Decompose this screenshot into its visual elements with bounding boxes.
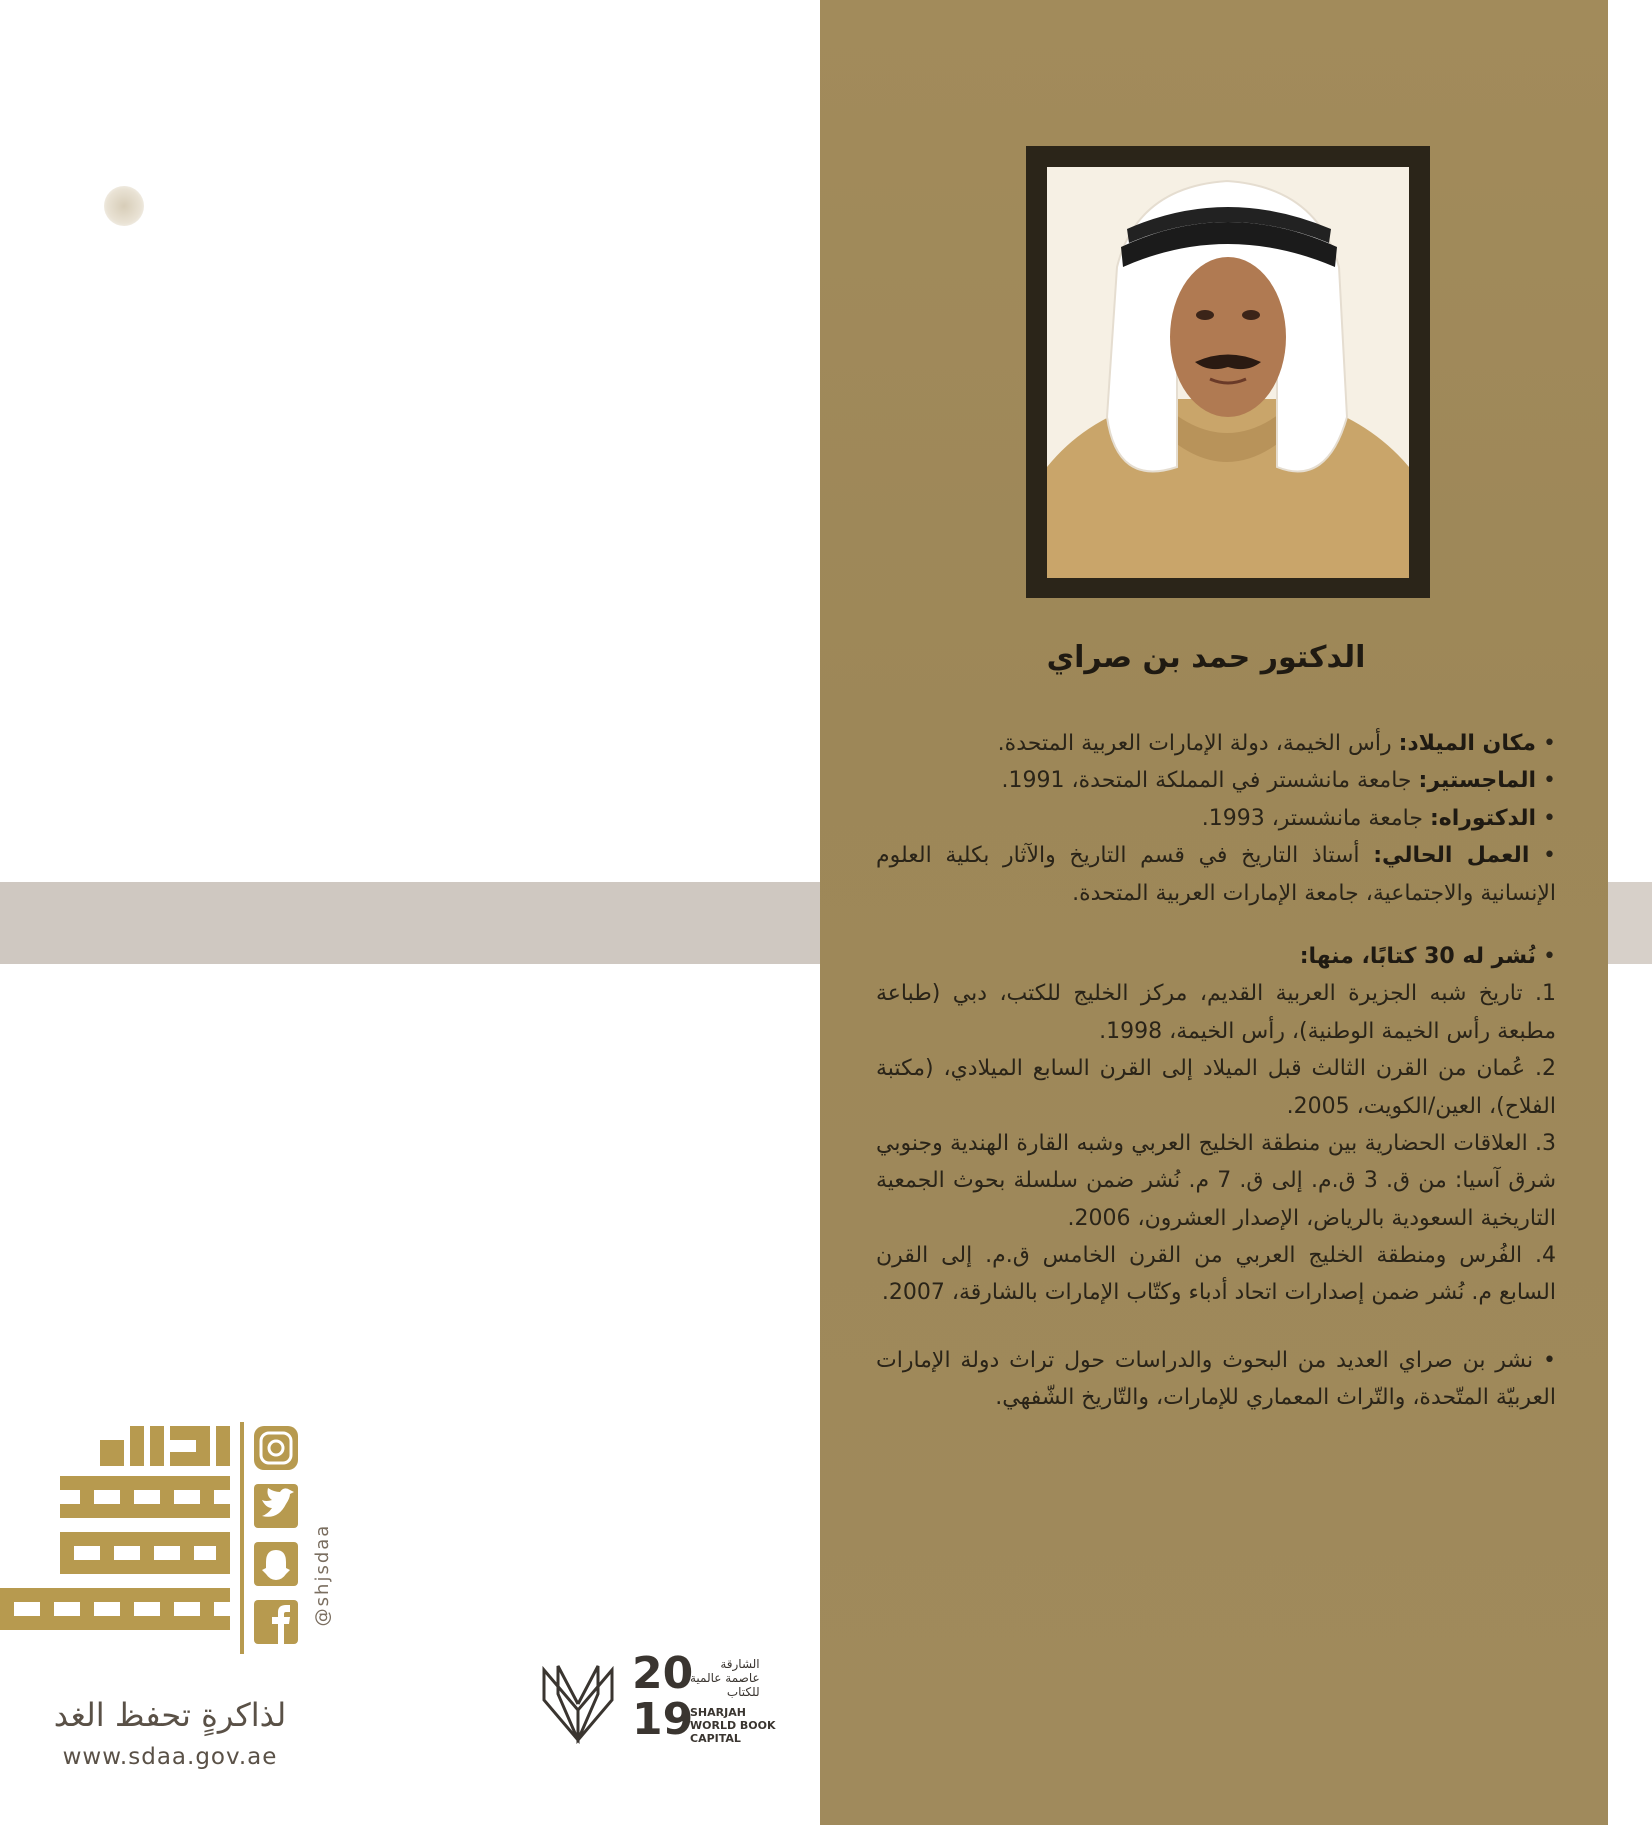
publisher-slogan: لذاكرةٍ تحفظ الغد [53,1696,287,1734]
social-icons [248,1424,304,1652]
twitter-icon[interactable] [254,1484,298,1528]
bio-books-heading: • نُشر له 30 كتابًا، منها: [1299,943,1556,969]
author-portrait-icon [1047,167,1409,578]
author-bio [876,725,1556,1417]
capital-arabic: الشارقة عاصمة عالمية للكتاب [690,1657,760,1699]
bio-masters: • الماجستير: جامعة مانشستر في المملكة المتحدة، 1991. [1001,768,1556,794]
book-item: 2. عُمان من القرن الثالث قبل الميلاد إلى القرن السابع الميلادي، (مكتبة الفلاح)، العين/الكويت، 2005. [876,1056,1556,1119]
sharjah-archives-kufic-logo-icon [0,1422,260,1654]
book-item: 1. تاريخ شبه الجزيرة العربية القديم، مركز الخليج للكتب، دبي (طباعة مطبعة رأس الخيمة الوطنية)، رأس الخيمة، 1998. [876,981,1556,1044]
cover-band-edge [1608,882,1652,964]
paper-smudge [104,186,144,226]
bio-doctorate: • الدكتوراه: جامعة مانشستر، 1993. [1201,805,1556,831]
bio-birthplace: • مكان الميلاد: رأس الخيمة، دولة الإمارات العربية المتحدة. [997,731,1556,756]
snapchat-icon[interactable] [254,1542,298,1586]
year-top: 20 [632,1648,694,1699]
handle-text: @shjsdaa [312,1523,333,1627]
author-name: الدكتور حمد بن صراي [1046,640,1366,675]
author-photo [1047,167,1409,578]
capital-english: SHARJAH WORLD BOOK CAPITAL [690,1706,776,1746]
year-bottom: 19 [632,1694,694,1745]
bio-closing: • نشر بن صراي العديد من البحوث والدراسات حول تراث دولة الإمارات العربيّة المتّحدة، والتّراث المعماري للإمارات، والتّاريخ الشّفهي. [876,1347,1556,1411]
book-item: 3. العلاقات الحضارية بين منطقة الخليج العربي وشبه القارة الهندية وجنوبي شرق آسيا: من ق. 3 ق.م. إلى ق. 7 م. نُشر ضمن سلسلة بحوث الجمعية التاريخية السعودية بالرياض، الإصدار العشرون، 2006. [876,1130,1557,1231]
bio-current-job: • العمل الحالي: أستاذ التاريخ في قسم التاريخ والآثار بكلية العلوم الإنسانية والاجتماعية، جامعة الإمارات العربية المتحدة. [876,843,1557,906]
book-logo-icon [540,1664,616,1744]
facebook-icon[interactable] [254,1600,298,1644]
publisher-website[interactable]: www.sdaa.gov.ae [62,1744,278,1770]
sharjah-world-book-capital [540,1650,780,1750]
social-handle[interactable] [308,1500,338,1650]
instagram-icon[interactable] [254,1426,298,1470]
book-item: 4. الفُرس ومنطقة الخليج العربي من القرن الخامس ق.م. إلى القرن السابع م. نُشر ضمن إصدارات اتحاد أدباء وكتّاب الإمارات بالشارقة، 2007. [876,1243,1556,1306]
